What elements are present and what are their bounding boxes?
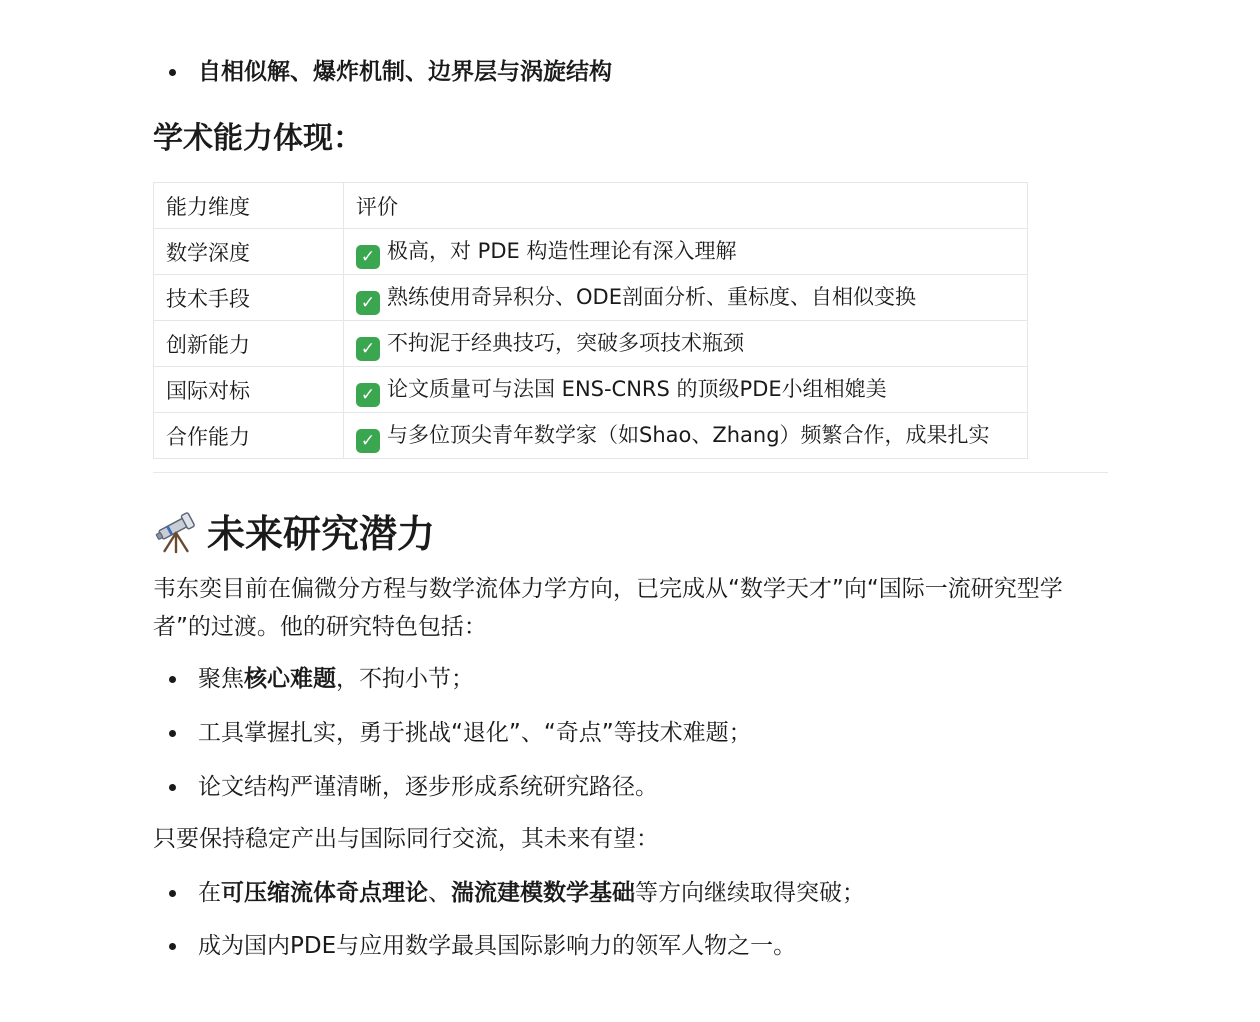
evaluation-cell — [344, 321, 1028, 367]
outlook-bold-text: 可压缩流体奇点理论 — [221, 880, 428, 906]
evaluation-cell — [344, 367, 1028, 413]
dimension-cell: 国际对标 — [154, 367, 344, 413]
dimension-cell: 技术手段 — [154, 275, 344, 321]
outlook-intro: 只要保持稳定产出与国际同行交流，其未来有望： — [153, 826, 659, 852]
check-mark-icon: ✓ — [356, 383, 380, 407]
outlook-text: 在 — [198, 880, 221, 906]
check-mark-icon: ✓ — [356, 337, 380, 361]
table-row — [154, 321, 1028, 367]
list-item: 论文结构严谨清晰，逐步形成系统研究路径。 — [198, 771, 658, 803]
list-item: 工具掌握扎实，勇于挑战“退化”、“奇点”等技术难题； — [198, 717, 752, 749]
table-header-row — [154, 183, 1028, 229]
section-divider — [153, 472, 1108, 473]
list-item — [198, 663, 474, 695]
ability-table — [153, 182, 1028, 459]
future-heading-text: 未来研究潜力 — [207, 512, 436, 556]
evaluation-text: 与多位顶尖青年数学家（如Shao、Zhang）频繁合作，成果扎实 — [387, 422, 990, 447]
table-row — [154, 367, 1028, 413]
trait-text: 聚焦 — [198, 666, 244, 692]
evaluation-text: 极高，对 PDE 构造性理论有深入理解 — [387, 238, 737, 263]
list-item: 成为国内PDE与应用数学最具国际影响力的领军人物之一。 — [198, 930, 796, 962]
evaluation-text: 论文质量可与法国 ENS-CNRS 的顶级PDE小组相媲美 — [387, 376, 887, 401]
intro-paragraph: 韦东奕目前在偏微分方程与数学流体力学方向，已完成从“数学天才”向“国际一流研究型学者”的过渡。他的研究特色包括： — [153, 576, 1063, 640]
trait-bold-text: 核心难题 — [244, 666, 336, 692]
evaluation-text: 熟练使用奇异积分、ODE剖面分析、重标度、自相似变换 — [387, 284, 916, 309]
outlook-text: 、 — [428, 880, 451, 906]
evaluation-cell — [344, 229, 1028, 275]
evaluation-cell — [344, 275, 1028, 321]
future-potential-heading — [153, 508, 435, 558]
telescope-icon — [153, 508, 199, 554]
academic-ability-heading: 学术能力体现： — [153, 121, 363, 156]
list-item: 自相似解、爆炸机制、边界层与涡旋结构 — [198, 56, 612, 88]
evaluation-cell — [344, 413, 1028, 459]
table-row — [154, 275, 1028, 321]
table-row — [154, 229, 1028, 275]
check-mark-icon: ✓ — [356, 245, 380, 269]
table-row — [154, 413, 1028, 459]
evaluation-text: 不拘泥于经典技巧，突破多项技术瓶颈 — [387, 330, 744, 355]
dimension-cell: 合作能力 — [154, 413, 344, 459]
trait-text: ，不拘小节； — [336, 666, 474, 692]
dimension-cell: 创新能力 — [154, 321, 344, 367]
table-header-cell: 能力维度 — [154, 183, 344, 229]
check-mark-icon: ✓ — [356, 429, 380, 453]
dimension-cell: 数学深度 — [154, 229, 344, 275]
table-header-cell: 评价 — [344, 183, 1028, 229]
check-mark-icon: ✓ — [356, 291, 380, 315]
list-item — [198, 877, 865, 909]
outlook-bold-text: 湍流建模数学基础 — [451, 880, 635, 906]
outlook-text: 等方向继续取得突破； — [635, 880, 865, 906]
